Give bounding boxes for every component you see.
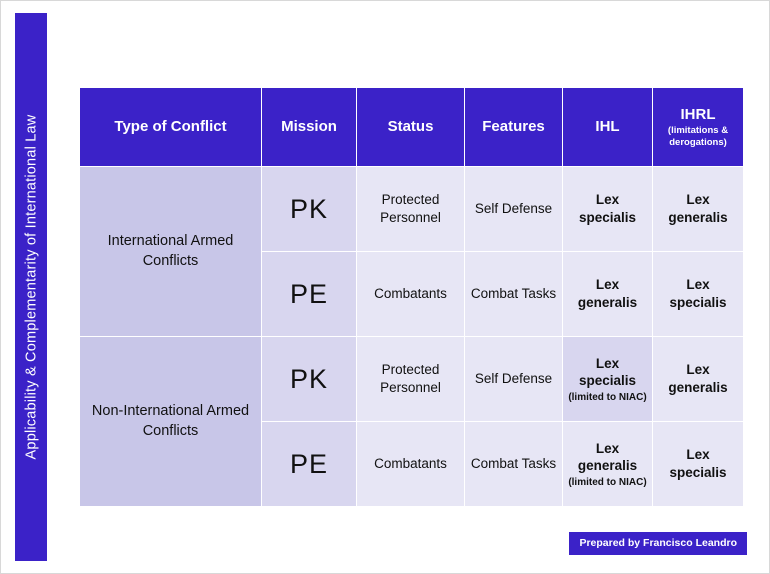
ihrl-cell xyxy=(653,167,744,252)
features-cell: Combat Tasks xyxy=(465,252,563,337)
status-cell: Combatants xyxy=(357,422,465,507)
header-features: Features xyxy=(465,88,563,167)
ihl-cell xyxy=(563,337,653,422)
features-cell: Combat Tasks xyxy=(465,422,563,507)
ihrl-value: Lex generalis xyxy=(668,362,728,395)
ihl-value: Lex specialis xyxy=(578,192,637,225)
ihl-value: Lex specialis xyxy=(578,355,637,389)
conflict-label-non-international: Non-International Armed Conflicts xyxy=(80,337,262,507)
ihl-cell xyxy=(563,167,653,252)
status-cell: Protected Personnel xyxy=(357,337,465,422)
features-cell: Self Defense xyxy=(465,167,563,252)
ihl-note: (limited to NIAC) xyxy=(568,391,647,403)
ihrl-value: Lex specialis xyxy=(669,447,727,480)
mission-cell: PE xyxy=(262,252,357,337)
ihrl-value: Lex generalis xyxy=(668,192,728,225)
conflict-law-matrix xyxy=(79,87,743,507)
ihrl-value: Lex specialis xyxy=(669,277,727,310)
side-banner xyxy=(15,13,47,561)
ihrl-cell xyxy=(653,422,744,507)
status-cell: Combatants xyxy=(357,252,465,337)
conflict-label-international: International Armed Conflicts xyxy=(80,167,262,337)
header-ihrl-label: IHRL xyxy=(680,105,716,123)
side-banner-text: Applicability & Complementarity of International Law xyxy=(23,114,39,460)
status-cell: Protected Personnel xyxy=(357,167,465,252)
mission-cell: PE xyxy=(262,422,357,507)
header-mission: Mission xyxy=(262,88,357,167)
header-ihrl xyxy=(653,88,744,167)
header-ihrl-sublabel: (limitations & derogations) xyxy=(667,125,729,148)
ihrl-cell xyxy=(653,252,744,337)
matrix-table xyxy=(79,87,744,507)
ihl-cell xyxy=(563,252,653,337)
ihl-value: Lex generalis xyxy=(577,440,638,474)
ihrl-cell xyxy=(653,337,744,422)
table-header-row xyxy=(80,88,744,167)
ihl-value: Lex generalis xyxy=(577,277,638,310)
credit-badge: Prepared by Francisco Leandro xyxy=(569,532,747,555)
features-cell: Self Defense xyxy=(465,337,563,422)
header-ihl: IHL xyxy=(563,88,653,167)
ihl-cell xyxy=(563,422,653,507)
mission-cell: PK xyxy=(262,167,357,252)
table-row xyxy=(80,337,744,422)
header-status: Status xyxy=(357,88,465,167)
ihl-note: (limited to NIAC) xyxy=(568,476,647,488)
header-type-of-conflict: Type of Conflict xyxy=(80,88,262,167)
table-row xyxy=(80,167,744,252)
mission-cell: PK xyxy=(262,337,357,422)
